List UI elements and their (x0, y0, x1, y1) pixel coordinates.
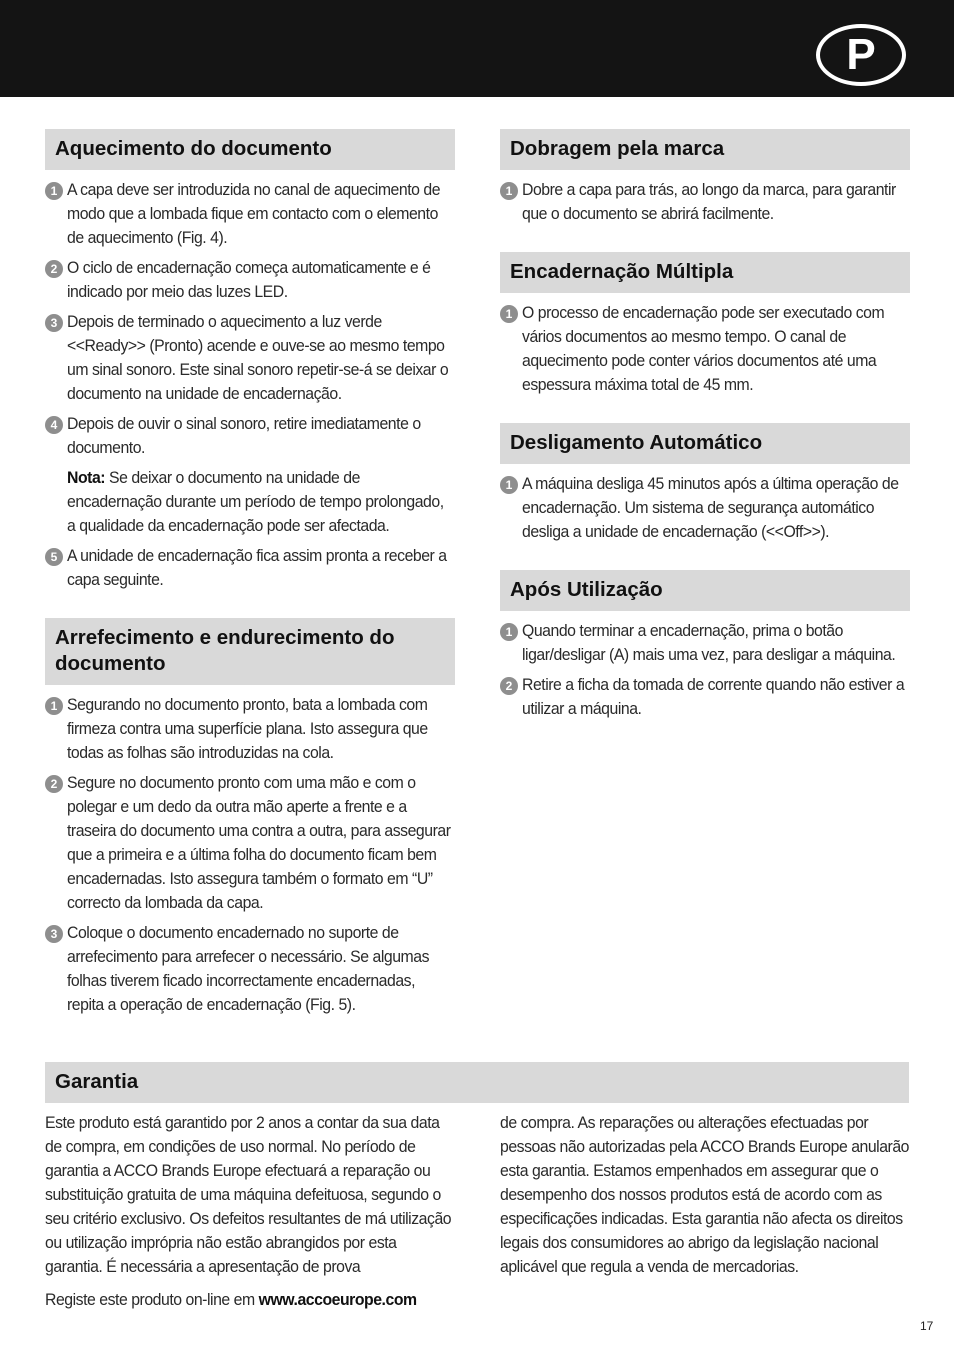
step-text: Depois de ouvir o sinal sonoro, retire imediatamente o documento. (67, 414, 421, 457)
step-number-icon: 4 (45, 416, 63, 434)
step-item (500, 619, 910, 667)
step-number-icon: 1 (45, 182, 63, 200)
section-title: Dobragem pela marca (500, 129, 910, 170)
left-column (45, 129, 455, 1043)
step-text: O ciclo de encadernação começa automaticamente e é indicado por meio das luzes LED. (67, 258, 431, 301)
step-text: Retire a ficha da tomada de corrente quando não estiver a utilizar a máquina. (522, 675, 905, 718)
note-label: Nota: (67, 468, 106, 487)
step-item (45, 178, 455, 250)
step-text: Segurando no documento pronto, bata a lombada com firmeza contra uma superfície plana. Isto assegura que todas as folhas são introduzidas na cola. (67, 695, 428, 762)
section-aquecimento (45, 129, 455, 592)
page-number: 17 (920, 1319, 934, 1333)
register-line (45, 1288, 515, 1312)
header-bar (0, 0, 954, 97)
section-apos-utilizacao (500, 570, 910, 721)
step-number-icon: 2 (45, 260, 63, 278)
step-item (45, 412, 455, 460)
step-item (500, 301, 910, 397)
step-number-icon: 5 (45, 548, 63, 566)
section-dobragem (500, 129, 910, 226)
section-title: Após Utilização (500, 570, 910, 611)
step-number-icon: 1 (500, 623, 518, 641)
step-item (45, 771, 455, 915)
step-item (45, 921, 455, 1017)
step-number-icon: 1 (45, 697, 63, 715)
section-title: Aquecimento do documento (45, 129, 455, 170)
garantia-col-2 (500, 1111, 910, 1279)
section-title: Desligamento Automático (500, 423, 910, 464)
step-item (500, 673, 910, 721)
step-item (45, 256, 455, 304)
step-text: A capa deve ser introduzida no canal de aquecimento de modo que a lombada fique em contacto com o elemento de aquecimento (Fig. 4). (67, 180, 441, 247)
garantia-text-1: Este produto está garantido por 2 anos a contar da sua data de compra, em condições de uso normal. No período de garantia a ACCO Brands Europe efectuará a reparação ou substituição gratuita de uma máquina defeituosa, segundo o seu critério exclusivo. Os defeitos resultantes de má utilização ou utilização imprópria não estão abrangidos por esta garantia. É necessária a apresentação de prova (45, 1113, 452, 1276)
step-item (500, 178, 910, 226)
step-number-icon: 2 (45, 775, 63, 793)
step-number-icon: 1 (500, 476, 518, 494)
step-text: Depois de terminado o aquecimento a luz verde <<Ready>> (Pronto) acende e ouve-se ao mesmo tempo um sinal sonoro. Este sinal sonoro repetir-se-á se deixar o documento na unidade de encadernação. (67, 312, 449, 403)
register-label: Registe este produto on-line em (45, 1290, 259, 1309)
step-text: Coloque o documento encadernado no suporte de arrefecimento para arrefecer o necessário. Se algumas folhas tiverem ficado incorrectamente encadernadas, repita a operação de encadernação (Fig. 5). (67, 923, 430, 1014)
section-garantia (45, 1062, 909, 1279)
step-number-icon: 2 (500, 677, 518, 695)
section-arrefecimento (45, 618, 455, 1017)
step-text: Segure no documento pronto com uma mão e com o polegar e um dedo da outra mão aperte a frente e a traseira do documento uma contra a outra, para assegurar que a primeira e a última folha do documento ficam bem encadernadas. Isto assegura também o formato em “U” correcto da lombada da capa. (67, 773, 451, 912)
step-number-icon: 3 (45, 925, 63, 943)
section-desligamento (500, 423, 910, 544)
step-item (45, 693, 455, 765)
step-item (500, 472, 910, 544)
section-title: Encadernação Múltipla (500, 252, 910, 293)
section-title: Garantia (45, 1062, 909, 1103)
register-link[interactable]: www.accoeurope.com (258, 1290, 417, 1309)
note-text (67, 466, 453, 538)
garantia-text-2: de compra. As reparações ou alterações efectuadas por pessoas não autorizadas pela ACCO Brands Europe anularão esta garantia. Estamos empenhados em assegurar que o desempenho dos nossos produtos está de acordo com as especificações indicadas. Esta garantia não afecta os direitos legais dos consumidores ao abrigo da legislação nacional aplicável que regula a venda de mercadorias. (500, 1113, 910, 1276)
step-item (45, 544, 455, 592)
step-number-icon: 3 (45, 314, 63, 332)
language-badge: P (816, 24, 906, 86)
note-body: Se deixar o documento na unidade de encadernação durante um período de tempo prolongado, a qualidade da encadernação pode ser afectada. (67, 468, 444, 535)
garantia-col-1 (45, 1111, 455, 1279)
garantia-columns (45, 1111, 909, 1279)
step-text: Quando terminar a encadernação, prima o botão ligar/desligar (A) mais uma vez, para desligar a máquina. (522, 621, 896, 664)
step-text: A unidade de encadernação fica assim pronta a receber a capa seguinte. (67, 546, 447, 589)
step-number-icon: 1 (500, 182, 518, 200)
note-block (45, 466, 455, 538)
step-text: Dobre a capa para trás, ao longo da marca, para garantir que o documento se abrirá facilmente. (522, 180, 896, 223)
step-text: O processo de encadernação pode ser executado com vários documentos ao mesmo tempo. O canal de aquecimento pode conter vários documentos até uma espessura máxima total de 45 mm. (522, 303, 885, 394)
right-column (500, 129, 910, 747)
step-item (45, 310, 455, 406)
section-encadernacao-multipla (500, 252, 910, 397)
step-number-icon: 1 (500, 305, 518, 323)
register-text (45, 1288, 510, 1312)
section-title: Arrefecimento e endurecimento do documento (45, 618, 455, 685)
step-text: A máquina desliga 45 minutos após a última operação de encadernação. Um sistema de segurança automático desliga a unidade de encadernação (<<Off>>). (522, 474, 899, 541)
